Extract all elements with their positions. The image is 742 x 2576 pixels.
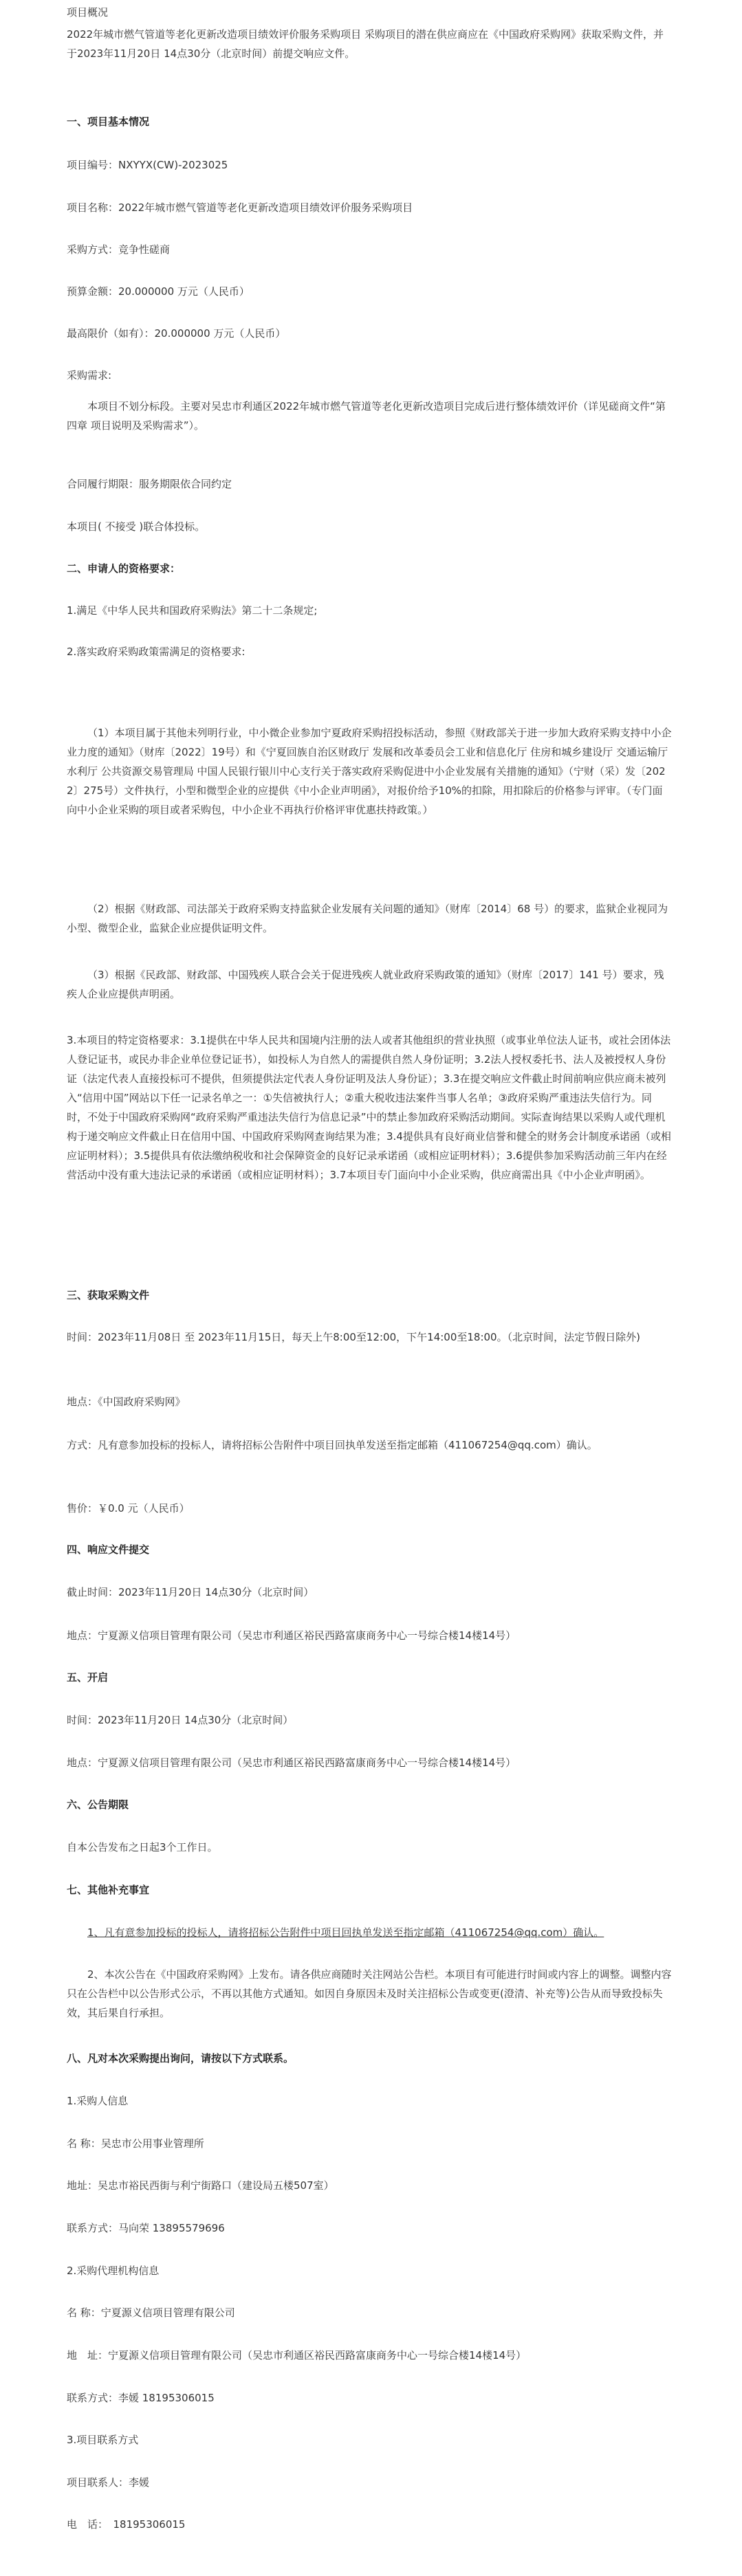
buyer-contact: 联系方式：马向荣 13895579696	[67, 2222, 225, 2234]
buyer-address: 地址：吴忠市裕民西街与利宁街路口（建设局五楼507室）	[67, 2179, 334, 2192]
opening-time: 时间：2023年11月20日 14点30分（北京时间）	[67, 1714, 294, 1726]
supplement-item-1: 1、凡有意参加投标的投标人，请将招标公告附件中项目回执单发送至指定邮箱（411067254@qq.com）确认。	[87, 1926, 604, 1939]
project-number: 项目编号：NXYYX(CW)-2023025	[67, 159, 228, 171]
section-6-heading: 六、公告期限	[67, 1798, 129, 1811]
demand-label: 采购需求:	[67, 369, 112, 382]
notice-period: 自本公告发布之日起3个工作日。	[67, 1841, 218, 1853]
policy-paragraph-3: （3）根据《民政部、财政部、中国残疾人联合会关于促进残疾人就业政府采购政策的通知》（财库〔2017〕141 号）要求，残疾人企业应提供声明函。	[67, 969, 664, 1000]
qualification-item-3: 3.本项目的特定资格要求：3.1提供在中华人民共和国境内注册的法人或者其他组织的营业执照（或事业单位法人证书，或社会团体法人登记证书，或民办非企业单位登记证书），如投标人为自然人的需提供自然人身份证明；3.2法人授权委托书、法人及被授权人身份证（法定代表人直接投标可不提供，但须提供法定代表人身份证明及法人身份证）；3.3在提交响应文件截止时间前响应供应商未被列入“信用中国”网站以下任一记录名单之一：①失信被执行人；②重大税收违法案件当事人名单；③政府采购严重违法失信行为。同时，不处于中国政府采购网“政府采购严重违法失信行为信息记录”中的禁止参加政府采购活动期间。实际查询结果以采购人或代理机构于递交响应文件截止日在信用中国、中国政府采购网查询结果为准；3.4提供具有良好商业信誉和健全的财务会计制度承诺函（或相应证明材料）；3.5提供具有依法缴纳税收和社会保障资金的良好记录承诺函（或相应证明材料）；3.6提供参加采购活动前三年内在经营活动中没有重大违法记录的承诺函（或相应证明材料）；3.7本项目专门面向中小企业采购，供应商需出具《中小企业声明函》。	[67, 1034, 671, 1181]
obtain-way: 方式：凡有意参加投标的投标人，请将招标公告附件中项目回执单发送至指定邮箱（411067254@qq.com）确认。	[67, 1439, 598, 1451]
buyer-name: 名 称：吴忠市公用事业管理所	[67, 2137, 204, 2150]
project-contact-phone: 电 话： 18195306015	[67, 2518, 186, 2531]
obtain-place: 地点：《中国政府采购网》	[67, 1396, 186, 1408]
procurement-method: 采购方式：竞争性磋商	[67, 243, 171, 256]
consortium-note: 本项目( 不接受 )联合体投标。	[67, 520, 206, 533]
project-contact-title: 3.项目联系方式	[67, 2434, 139, 2446]
max-price: 最高限价（如有）：20.000000 万元（人民币）	[67, 327, 286, 340]
opening-place: 地点：宁夏源义信项目管理有限公司（吴忠市利通区裕民西路富康商务中心一号综合楼14楼14号）	[67, 1757, 516, 1769]
overview-text: 2022年城市燃气管道等老化更新改造项目绩效评价服务采购项目 采购项目的潜在供应商应在《中国政府采购网》获取采购文件，并于2023年11月20日 14点30分（北京时间）前提交响应文件。	[67, 28, 664, 60]
section-2-heading: 二、申请人的资格要求：	[67, 562, 181, 575]
submission-deadline: 截止时间：2023年11月20日 14点30分（北京时间）	[67, 1586, 314, 1598]
buyer-info-title: 1.采购人信息	[67, 2095, 129, 2107]
document-price: 售价：￥0.0 元（人民币）	[67, 1502, 190, 1515]
submission-place: 地点：宁夏源义信项目管理有限公司（吴忠市利通区裕民西路富康商务中心一号综合楼14楼14号）	[67, 1629, 516, 1642]
contract-period: 合同履行期限：服务期限依合同约定	[67, 478, 232, 490]
supplement-item-2: 2、本次公告在《中国政府采购网》上发布。请各供应商随时关注网站公告栏。本项目有可能进行时间或内容上的调整。调整内容只在公告栏中以公告形式公示，不再以其他方式通知。如因自身原因未及时关注招标公告或变更(澄清、补充等)公告从而导致投标失效，其后果自行承担。	[67, 1968, 672, 2019]
section-8-heading: 八、凡对本次采购提出询问，请按以下方式联系。	[67, 2052, 294, 2065]
agency-contact: 联系方式：李媛 18195306015	[67, 2392, 215, 2404]
qualification-item-1: 1.满足《中华人民共和国政府采购法》第二十二条规定;	[67, 604, 318, 617]
agency-name: 名 称：宁夏源义信项目管理有限公司	[67, 2307, 235, 2319]
project-contact-person: 项目联系人：李媛	[67, 2476, 150, 2489]
qualification-item-2: 2.落实政府采购政策需满足的资格要求:	[67, 646, 245, 658]
agency-info-title: 2.采购代理机构信息	[67, 2265, 160, 2277]
section-1-heading: 一、项目基本情况	[67, 115, 150, 128]
section-7-heading: 七、其他补充事宜	[67, 1884, 150, 1896]
policy-paragraph-1: （1）本项目属于其他未列明行业，中小微企业参加宁夏政府采购招投标活动，参照《财政部关于进一步加大政府采购支持中小企业力度的通知》（财库〔2022〕19号）和《宁夏回族自治区财政厅 发展和改革委员会工业和信息化厅 住房和城乡建设厅 交通运输厅 水利厅 公共资源交易管理局 中国人民银行银川中心支行关于落实政府采购促进中小企业发展有关措施的通知》（宁财（采）发〔2022〕275号）文件执行，小型和微型企业的应提供《中小企业声明函》，对报价给予10%的扣除，用扣除后的价格参与评审。（专门面向中小企业采购的项目或者采购包，中小企业不再执行价格评审优惠扶持政策。）	[67, 727, 672, 816]
section-5-heading: 五、开启	[67, 1671, 109, 1684]
demand-text: 本项目不划分标段。主要对吴忠市利通区2022年城市燃气管道等老化更新改造项目完成后进行整体绩效评价（详见磋商文件“第四章 项目说明及采购需求”）。	[67, 400, 666, 432]
section-4-heading: 四、响应文件提交	[67, 1543, 150, 1556]
policy-paragraph-2: （2）根据《财政部、司法部关于政府采购支持监狱企业发展有关问题的通知》（财库〔2014〕68 号）的要求，监狱企业视同为小型、微型企业，监狱企业应提供证明文件。	[67, 903, 668, 934]
obtain-time: 时间：2023年11月08日 至 2023年11月15日，每天上午8:00至12:00，下午14:00至18:00。（北京时间，法定节假日除外)	[67, 1331, 640, 1343]
budget-amount: 预算金额：20.000000 万元（人民币）	[67, 285, 250, 298]
section-3-heading: 三、获取采购文件	[67, 1289, 150, 1301]
overview-title: 项目概况	[67, 6, 109, 19]
agency-address: 地 址：宁夏源义信项目管理有限公司（吴忠市利通区裕民西路富康商务中心一号综合楼14楼14号）	[67, 2349, 527, 2362]
project-name: 项目名称：2022年城市燃气管道等老化更新改造项目绩效评价服务采购项目	[67, 201, 413, 214]
